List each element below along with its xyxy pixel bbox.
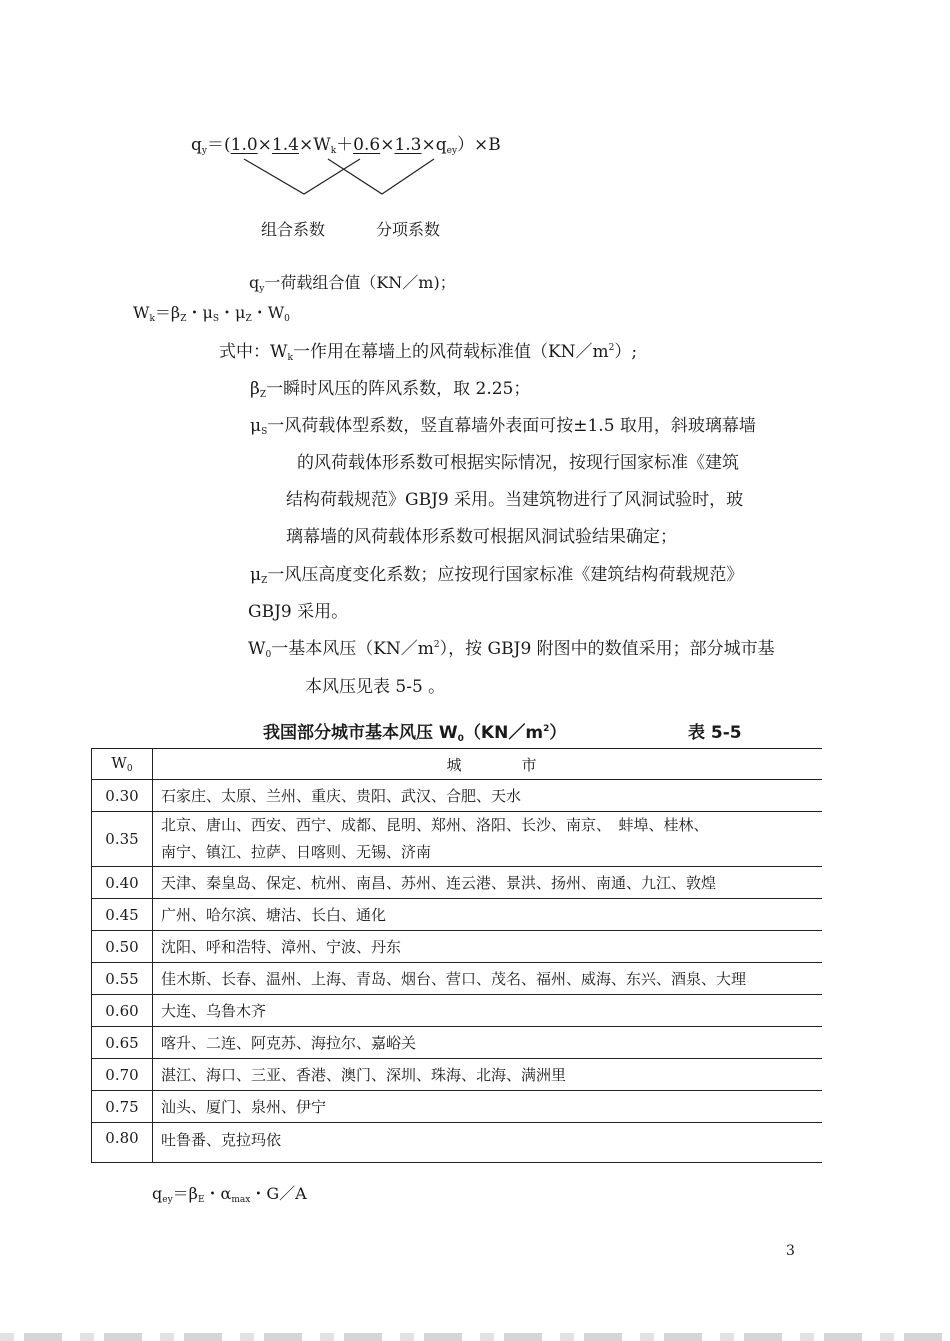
- table-row: 0.35 北京、唐山、西安、西宁、成都、昆明、郑州、洛阳、长沙、南京、 蚌埠、桂林、 南宁、镇江、拉萨、日喀则、无锡、济南: [92, 812, 823, 867]
- wind-pressure-table: [91, 748, 822, 1163]
- mu-s-definition-line4: 璃幕墙的风荷载体形系数可根据风洞试验结果确定；: [286, 527, 677, 547]
- table-row: 0.60 大连、乌鲁木齐: [92, 995, 823, 1027]
- seismic-load-formula: $q_{ey}=\beta_E$・$\alpha_{max}$・G／A: [152, 1184, 307, 1205]
- combination-formula: $q_y=(1.0\times 1.4\times W_k+0.6\times 1.3\times q_{ey})\times B$: [191, 135, 501, 156]
- table-row: 0.45 广州、哈尔滨、塘沽、长白、通化: [92, 899, 823, 931]
- w0-definition-line2: 本风压见表 5-5 。: [305, 677, 446, 697]
- mu-z-definition: $\mu_Z$一风压高度变化系数；应按现行国家标准《建筑结构荷载规范》: [250, 565, 744, 586]
- combination-coefficient-label: 组合系数: [261, 220, 326, 239]
- table-row: 0.80 吐鲁番、克拉玛依: [92, 1123, 823, 1163]
- w0-definition: $W_0$一基本风压$(KN/m^2)$，按 GBJ9 附图中的数值采用；部分城市基: [248, 639, 775, 660]
- mu-s-definition: $\mu_S$一风荷载体型系数，竖直幕墙外表面可按±1.5 取用，斜玻璃幕墙: [250, 416, 756, 437]
- table-row: 0.50 沈阳、呼和浩特、漳州、宁波、丹东: [92, 931, 823, 963]
- partial-coefficient-label: 分项系数: [376, 220, 441, 239]
- mu-s-definition-line2: 的风荷载体形系数可根据实际情况，按现行国家标准《建筑: [297, 453, 739, 473]
- table-title: 我国部分城市基本风压 $W_0(KN/m^2)$: [263, 723, 567, 744]
- scan-edge-strip: [0, 1333, 950, 1341]
- partial-coefficient-1: 1.4: [271, 135, 299, 155]
- mu-s-definition-line3: 结构荷载规范》GBJ9 采用。当建筑物进行了风洞试验时，玻: [286, 490, 744, 510]
- mu-z-definition-line2: GBJ9 采用。: [248, 602, 349, 622]
- header-w0: $W_0$: [92, 749, 153, 780]
- beta-z-definition: $\beta_Z$一瞬时风压的阵风系数，取 2.25；: [250, 379, 531, 400]
- combination-coefficient-2: 0.6: [353, 135, 381, 155]
- combination-coefficient-1: 1.0: [230, 135, 258, 155]
- coefficient-annotation-lines: [230, 155, 450, 200]
- table-header-row: [92, 749, 823, 780]
- wind-load-formula: $W_k=\beta_Z$・$\mu_S$・$\mu_Z$・$W_0$: [133, 303, 290, 324]
- table-row: 0.65 喀升、二连、阿克苏、海拉尔、嘉峪关: [92, 1027, 823, 1059]
- header-cities: 城 市: [153, 749, 823, 780]
- table-row: 0.70 湛江、海口、三亚、香港、澳门、深圳、珠海、北海、满洲里: [92, 1059, 823, 1091]
- table-row: 0.75 汕头、厦门、泉州、伊宁: [92, 1091, 823, 1123]
- wk-definition: 式中：$W_k$一作用在幕墙上的风荷载标准值$(KN/m^2)$;: [219, 342, 638, 363]
- table-number: 表 5-5: [688, 723, 742, 743]
- table-row: 0.55 佳木斯、长春、温州、上海、青岛、烟台、营口、茂名、福州、威海、东兴、酒泉、大理: [92, 963, 823, 995]
- page-number: 3: [786, 1243, 795, 1259]
- partial-coefficient-2: 1.3: [394, 135, 422, 155]
- qy-definition: $q_y$一荷载组合值（KN／m)；: [249, 273, 456, 294]
- table-row: 0.40 天津、秦皇岛、保定、杭州、南昌、苏州、连云港、景洪、扬州、南通、九江、敦煌: [92, 867, 823, 899]
- table-row: 0.30 石家庄、太原、兰州、重庆、贵阳、武汉、合肥、天水: [92, 780, 823, 812]
